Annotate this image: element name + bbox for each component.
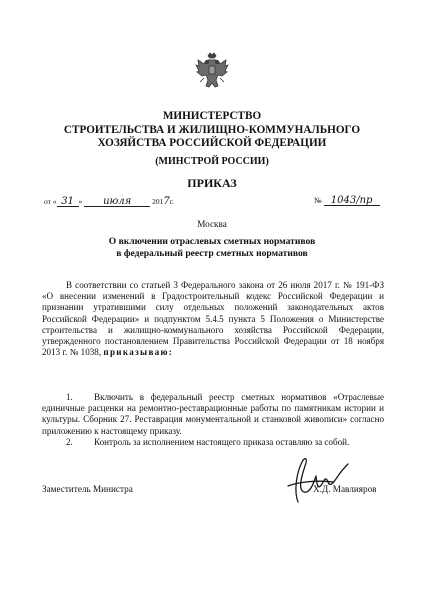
number-prefix: № xyxy=(314,196,322,205)
document-type-title: ПРИКАЗ xyxy=(187,176,237,190)
ministry-line-3: ХОЗЯЙСТВА РОССИЙСКОЙ ФЕДЕРАЦИИ xyxy=(97,137,327,149)
ministry-short-name: (МИНСТРОЙ РОССИИ) xyxy=(155,156,269,167)
subject-line-1: О включении отраслевых сметных нормативов xyxy=(108,236,316,247)
ministry-line-2: СТРОИТЕЛЬСТВА И ЖИЛИЩНО-КОММУНАЛЬНОГО xyxy=(63,123,361,136)
number-value: 1043/пр xyxy=(324,196,380,206)
order-item xyxy=(42,437,384,448)
item-number: 1. xyxy=(66,392,73,402)
order-subject xyxy=(0,236,424,259)
date-year-digit: 7 xyxy=(163,196,170,207)
order-items xyxy=(42,392,384,448)
date-day: 31 xyxy=(57,197,79,207)
item-text: Контроль за исполнением настоящего приказа оставляю за собой. xyxy=(94,436,350,447)
item-number: 2. xyxy=(66,436,73,447)
date-middle: » xyxy=(78,197,83,206)
ministry-name xyxy=(0,110,424,151)
city: Москва xyxy=(197,219,227,229)
order-item xyxy=(42,392,384,437)
signer-position: Заместитель Министра xyxy=(42,484,133,494)
preamble-paragraph xyxy=(42,280,384,358)
decree-word: приказываю: xyxy=(103,347,174,358)
ministry-line-1: МИНИСТЕРСТВО xyxy=(162,110,262,122)
order-number xyxy=(314,196,380,206)
date-suffix: г. xyxy=(169,197,174,206)
item-text: Включить в федеральный реестр сметных нормативов «Отраслевые единичные расценки на ремонтно-реставрационные работы по памятникам истории и культуры. Сборник 27. Реставрация монументальной и станковой живописи» согласно приложению к настоящему приказу. xyxy=(42,392,384,436)
order-date xyxy=(44,196,174,207)
date-prefix: от « xyxy=(44,197,57,206)
signer-name: Х.Д. Мавлияров xyxy=(313,484,377,494)
coat-of-arms-emblem-icon xyxy=(194,52,230,92)
date-year: 201 xyxy=(152,197,164,206)
preamble-text: В соответствии со статьей 3 Федерального закона от 26 июля 2017 г. № 191-ФЗ «О внесении изменений в Градостроительный кодекс Российской Федерации и признании утратившими силу отдельных положений законодательных актов Российской Федерации» и подпунктом 5.4.5 пункта 5 Положения о Министерстве строительства и жилищно-коммунального хозяйства Российской Федерации, утвержденного постановлением Правительства Российской Федерации от 18 ноября 2013 г. № 1038, xyxy=(42,280,384,358)
handwritten-signature-icon xyxy=(268,452,350,504)
subject-line-2: в федеральный реестр сметных нормативов xyxy=(116,247,308,259)
date-month: июля xyxy=(84,197,150,207)
